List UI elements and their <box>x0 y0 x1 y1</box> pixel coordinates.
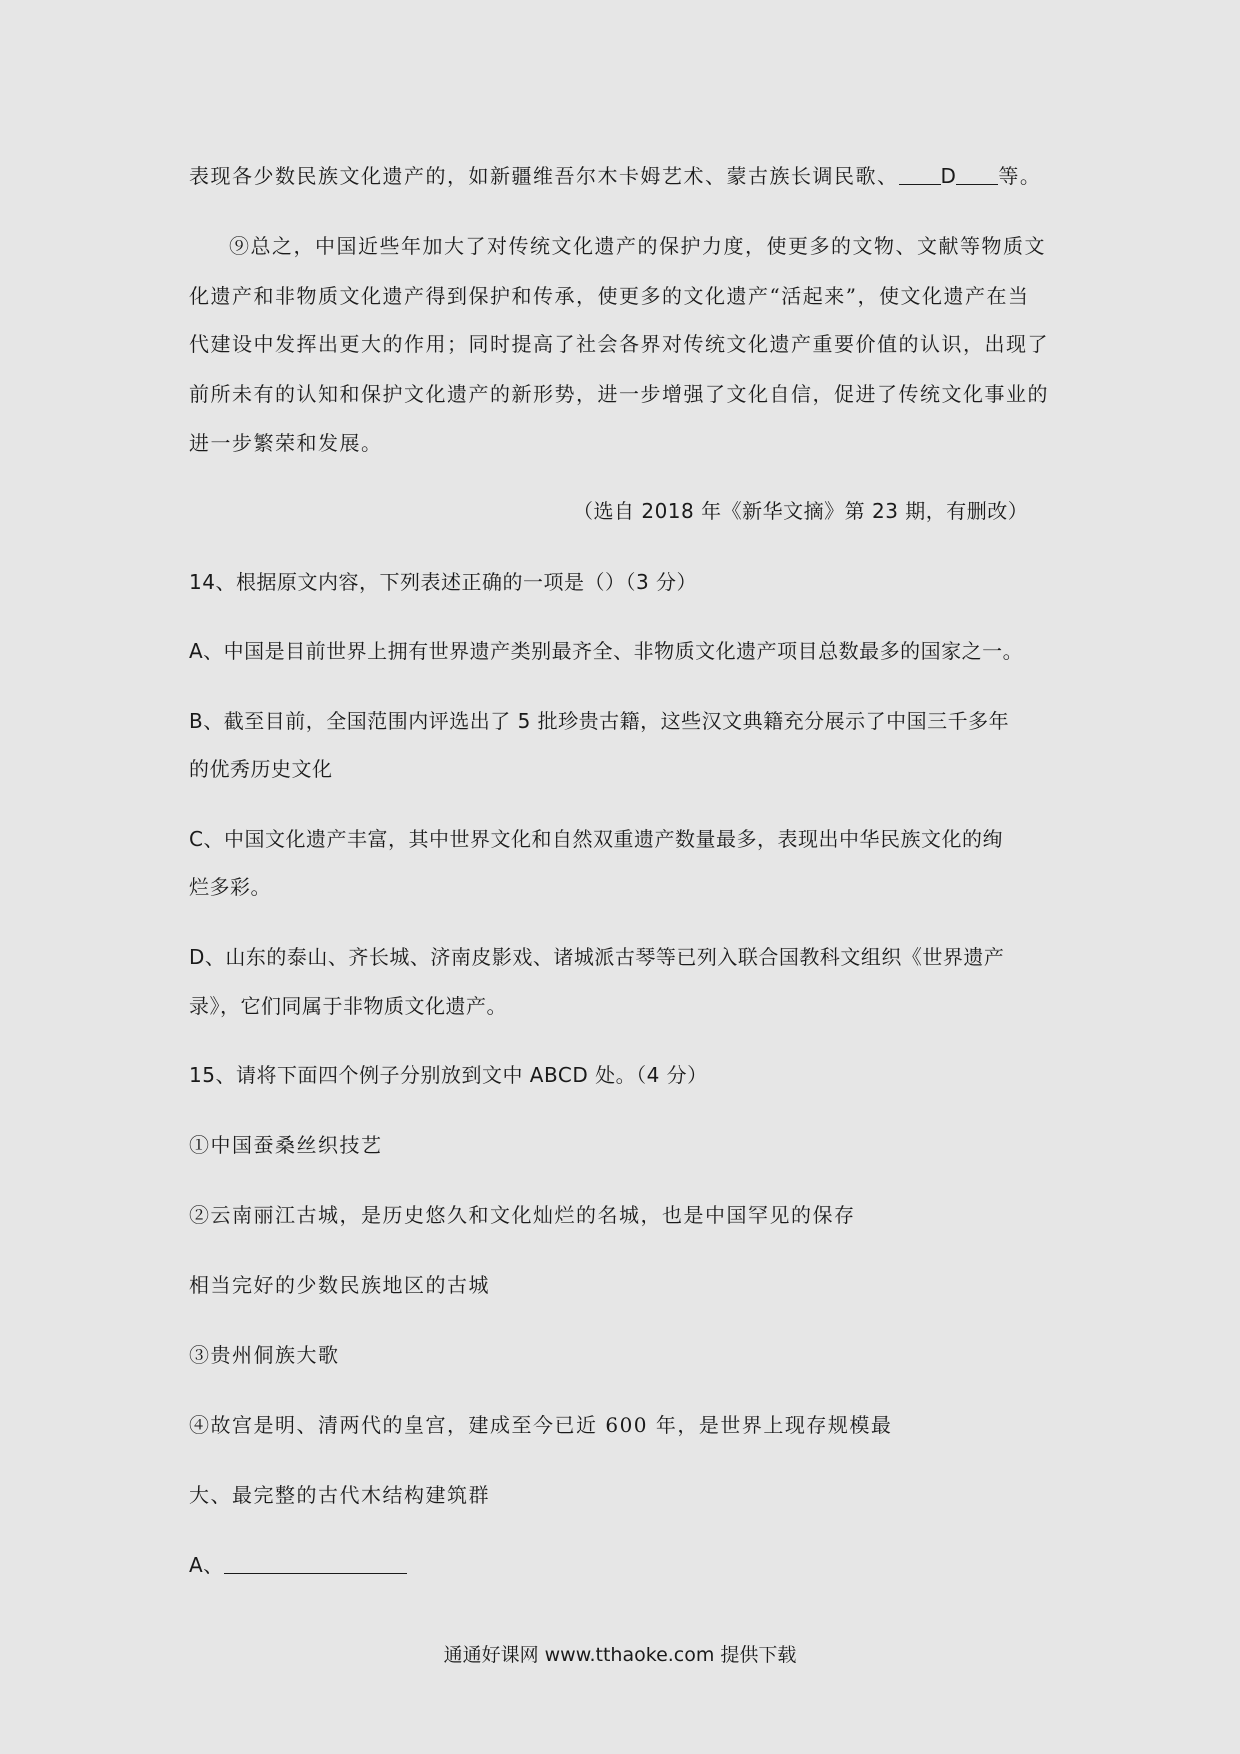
paragraph-9-line-1: ⑨总之，中国近些年加大了对传统文化遗产的保护力度，使更多的文物、文献等物质文 <box>229 234 1046 258</box>
question-14-option-d-line-1: D、山东的泰山、齐长城、济南皮影戏、诸城派古琴等已列入联合国教科文组织《世界遗产 <box>189 945 1005 969</box>
example-2-line-1: ②云南丽江古城，是历史悠久和文化灿烂的名城，也是中国罕见的保存 <box>189 1203 856 1227</box>
question-14-option-c-line-2: 烂多彩。 <box>189 875 271 899</box>
blank <box>899 164 941 185</box>
paragraph-9-line-4: 前所未有的认知和保护文化遗产的新形势，进一步增强了文化自信，促进了传统文化事业的 <box>189 382 1049 406</box>
answer-a-label: A、 <box>189 1553 224 1577</box>
question-14-option-a: A、中国是目前世界上拥有世界遗产类别最齐全、非物质文化遗产项目总数最多的国家之一。 <box>189 639 1024 663</box>
passage-line-0-text: 表现各少数民族文化遗产的，如新疆维吾尔木卡姆艺术、蒙古族长调民歌、 <box>189 164 899 188</box>
blank-mark-d: D <box>940 164 957 188</box>
question-14-option-b-line-2: 的优秀历史文化 <box>189 757 333 781</box>
page-footer: 通通好课网 www.tthaoke.com 提供下载 <box>443 1644 797 1666</box>
answer-a-blank[interactable] <box>224 1553 407 1574</box>
question-14-option-b-line-1: B、截至目前，全国范围内评选出了 5 批珍贵古籍，这些汉文典籍充分展示了中国三千多年 <box>189 709 1010 733</box>
question-14-option-c-line-1: C、中国文化遗产丰富，其中世界文化和自然双重遗产数量最多，表现出中华民族文化的绚 <box>189 827 1003 851</box>
paragraph-9-line-2: 化遗产和非物质文化遗产得到保护和传承，使更多的文化遗产“活起来”，使文化遗产在当 <box>189 284 1030 308</box>
example-4-line-2: 大、最完整的古代木结构建筑群 <box>189 1483 490 1507</box>
example-4-line-1: ④故宫是明、清两代的皇宫，建成至今已近 600 年，是世界上现存规模最 <box>189 1413 893 1437</box>
example-1: ①中国蚕桑丝织技艺 <box>189 1133 383 1157</box>
paragraph-9-line-3: 代建设中发挥出更大的作用；同时提高了社会各界对传统文化遗产重要价值的认识，出现了 <box>189 332 1049 356</box>
example-3: ③贵州侗族大歌 <box>189 1343 340 1367</box>
source-citation: （选自 2018 年《新华文摘》第 23 期，有删改） <box>573 499 1029 523</box>
question-15-stem: 15、请将下面四个例子分别放到文中 ABCD 处。（4 分） <box>189 1063 708 1087</box>
example-2-line-2: 相当完好的少数民族地区的古城 <box>189 1273 490 1297</box>
passage-line-0-end: 等。 <box>998 164 1042 188</box>
question-14-option-d-line-2: 录》，它们同属于非物质文化遗产。 <box>189 994 507 1018</box>
blank <box>956 164 998 185</box>
answer-a-line <box>189 1549 407 1578</box>
question-14-stem: 14、根据原文内容，下列表述正确的一项是（）（3 分） <box>189 570 698 594</box>
passage-line-0 <box>189 160 1041 189</box>
paragraph-9-line-5: 进一步繁荣和发展。 <box>189 431 383 455</box>
